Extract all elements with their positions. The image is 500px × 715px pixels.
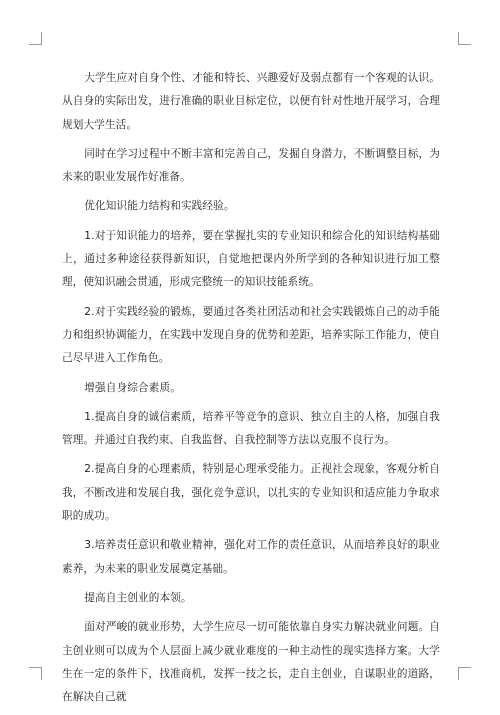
section-heading-knowledge: 优化知识能力结构和实践经验。 <box>84 200 235 213</box>
crop-mark-top-left <box>29 32 42 45</box>
crop-mark-bottom-left <box>29 667 42 680</box>
paragraph-integrity: 1.提高自身的诚信素质，培养平等竞争的意识、独立自主的人格，加强自我管理。并通过自我约束、自我监督、自我控制等方法以克服不良行为。 <box>62 410 440 447</box>
paragraph-continuous-improvement: 同时在学习过程中不断丰富和完善自己，发掘自身潜力，不断调整目标，为未来的职业发展作好准备。 <box>62 147 440 184</box>
paragraph-responsibility: 3.培养责任意识和敬业精神，强化对工作的责任意识，从而培养良好的职业素养，为未来的职业发展奠定基础。 <box>62 539 440 575</box>
crop-mark-bottom-right <box>458 667 471 680</box>
paragraph-knowledge-ability: 1.对于知识能力的培养，要在掌握扎实的专业知识和综合化的知识结构基础上，通过多种途径获得新知识，自觉地把课内外所学到的各种知识进行加工整理，使知识融会贯通，形成完整统一的知识技能系统。 <box>62 229 440 289</box>
section-heading-entrepreneurship: 提高自主创业的本领。 <box>84 591 192 604</box>
document-body <box>62 67 440 715</box>
section-heading-quality: 增强自身综合素质。 <box>84 381 181 394</box>
paragraph-self-awareness: 大学生应对自身个性、才能和特长、兴趣爱好及弱点都有一个客观的认识。从自身的实际出发，进行准确的职业目标定位，以便有针对性地开展学习，合理规划大学生活。 <box>62 72 440 131</box>
paragraph-entrepreneurship: 面对严峻的就业形势，大学生应尽一切可能依靠自身实力解决就业问题。自主创业则可以成为个人层面上减少就业难度的一种主动性的现实选择方案。大学生在一定的条件下，找准商机，发挥一技之长，走自主创业，自谋职业的道路，在解决自己就 <box>62 621 440 704</box>
paragraph-practical-experience: 2.对于实践经验的锻炼，要通过各类社团活动和社会实践锻炼自己的动手能力和组织协调能力，在实践中发现自身的优势和差距，培养实际工作能力，使自己尽早进入工作角色。 <box>62 305 440 365</box>
crop-mark-top-right <box>458 32 471 45</box>
paragraph-psychology: 2.提高自身的心理素质，特别是心理承受能力。正视社会现象，客观分析自我，不断改进和发展自我，强化竞争意识，以扎实的专业知识和适应能力争取求职的成功。 <box>62 463 440 523</box>
